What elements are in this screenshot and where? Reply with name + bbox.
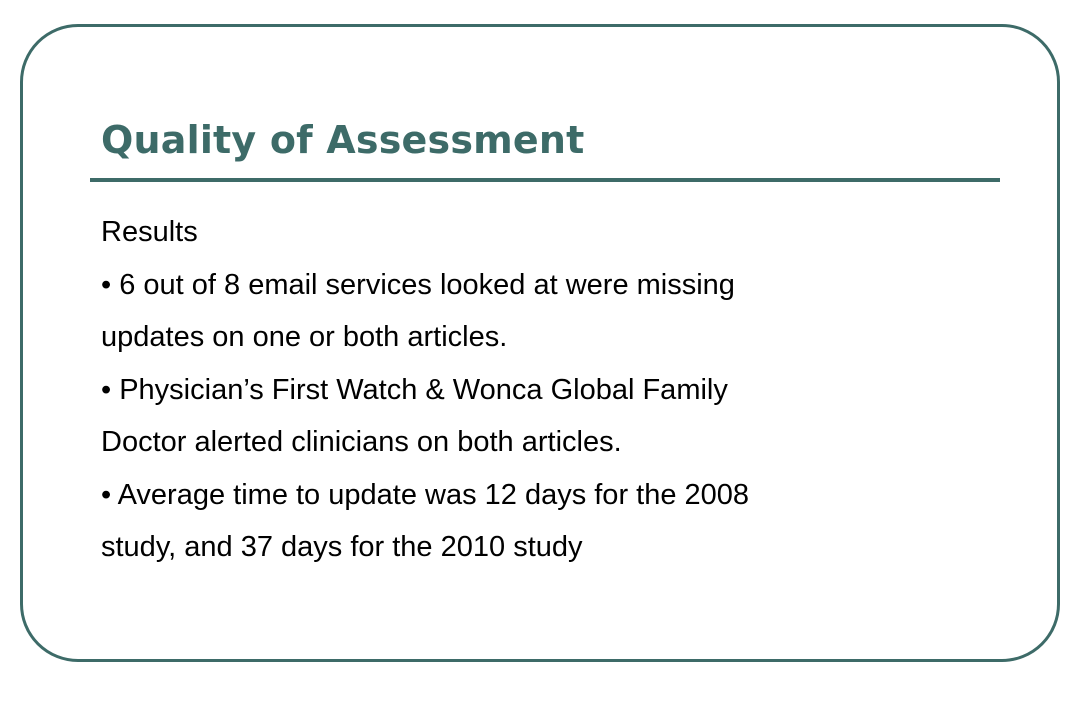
- bullet-1-line-1: • 6 out of 8 email services looked at were missing: [101, 268, 735, 301]
- slide-body: [101, 206, 981, 574]
- section-label: Results: [101, 216, 198, 248]
- bullet-2-line-2: Doctor alerted clinicians on both articles.: [101, 426, 622, 458]
- bullet-3-line-2: study, and 37 days for the 2010 study: [101, 531, 583, 563]
- title-underline: [90, 178, 1000, 182]
- slide-title: Quality of Assessment: [101, 118, 585, 162]
- bullet-3-line-1: • Average time to update was 12 days for the 2008: [101, 478, 750, 511]
- bullet-1-line-2: updates on one or both articles.: [101, 321, 508, 353]
- bullet-2-line-1: • Physician’s First Watch & Wonca Global Family: [101, 373, 728, 406]
